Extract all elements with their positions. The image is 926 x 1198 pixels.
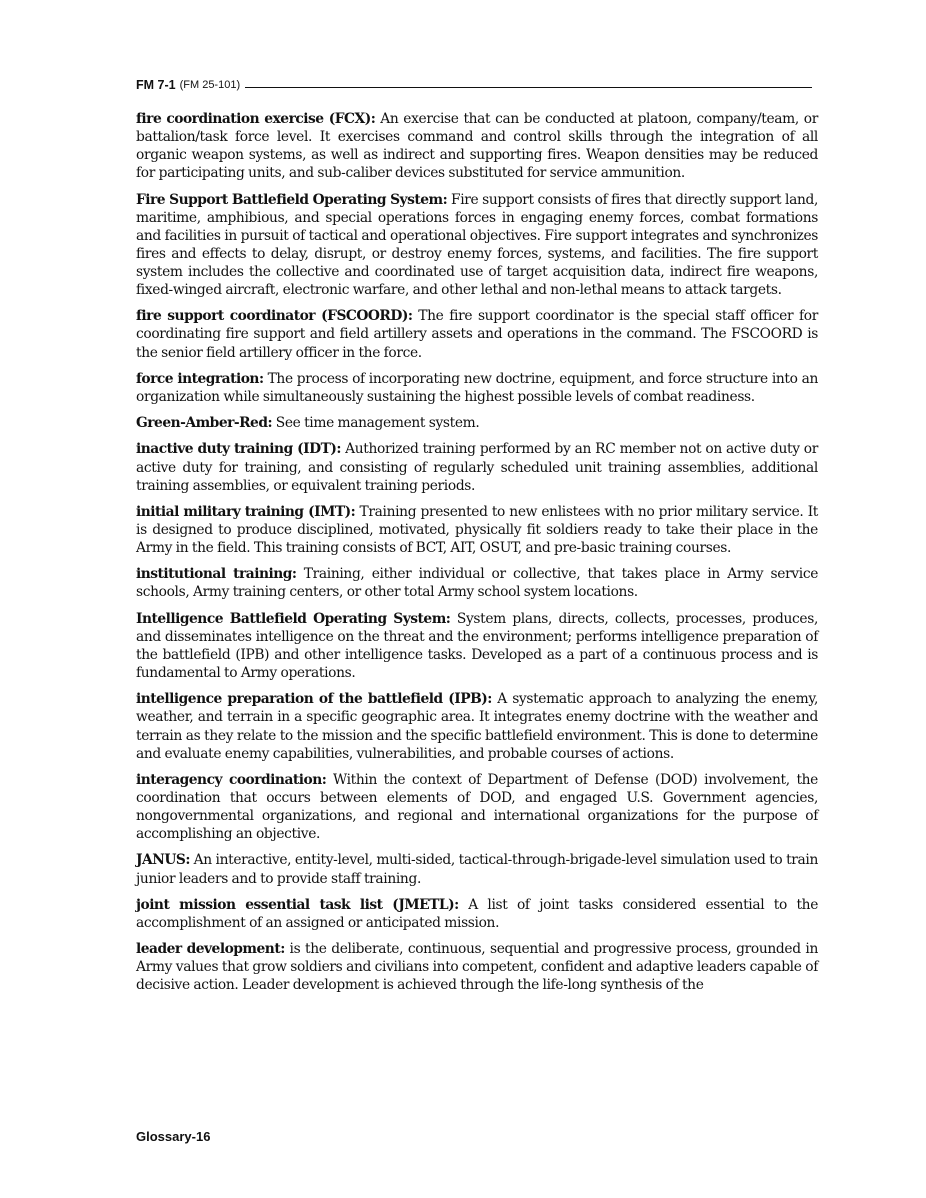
page-header <box>136 72 812 92</box>
entry-term: force integration: <box>136 370 264 387</box>
entry-term: Fire Support Battlefield Operating System: <box>136 191 448 208</box>
page-number: Glossary-16 <box>136 1129 211 1144</box>
glossary-entry <box>136 690 818 762</box>
manual-number: FM 7-1 <box>136 78 176 92</box>
entry-term: Intelligence Battlefield Operating System: <box>136 610 451 627</box>
entry-term: Green-Amber-Red: <box>136 415 273 432</box>
entry-term: fire support coordinator (FSCOORD): <box>136 308 413 325</box>
entry-term: joint mission essential task list (JMETL): <box>136 896 459 913</box>
entry-term: JANUS: <box>136 852 190 869</box>
entry-term: interagency coordination: <box>136 771 327 788</box>
entry-definition: A systematic approach to analyzing the enemy, weather, and terrain in a specific geographic area. It integrates enemy doctrine with the weather and terrain as they relate to the mission and the specific battlefield environment. This is done to determine and evaluate enemy capabilities, vulnerabilities, and probable courses of actions. <box>136 691 818 762</box>
glossary-entry <box>136 503 818 557</box>
header-rule <box>245 87 812 88</box>
glossary-entry <box>136 110 818 182</box>
glossary-entry <box>136 440 818 494</box>
glossary-entry <box>136 565 818 601</box>
entry-definition: is the deliberate, continuous, sequential and progressive process, grounded in Army values that grow soldiers and civilians into competent, confident and adaptive leaders capable of decisive action. Leader development is achieved through the life-long synthesis of the <box>136 941 818 994</box>
entry-term: initial military training (IMT): <box>136 503 356 520</box>
glossary-entry <box>136 370 818 406</box>
glossary-entry <box>136 940 818 994</box>
entry-definition: The fire support coordinator is the special staff officer for coordinating fire support and field artillery assets and operations in the command. The FSCOORD is the senior field artillery officer in the force. <box>136 308 818 361</box>
glossary-entry <box>136 771 818 843</box>
entry-term: leader development: <box>136 941 285 958</box>
superseded-manual-number: (FM 25-101) <box>179 79 241 91</box>
glossary-entry <box>136 896 818 932</box>
entry-definition: Training presented to new enlistees with no prior military service. It is designed to produce disciplined, motivated, physically fit soldiers ready to take their place in the Army in the field. This training consists of BCT, AIT, OSUT, and pre-basic training courses. <box>136 503 818 557</box>
entry-definition: Within the context of Department of Defense (DOD) involvement, the coordination that occurs between elements of DOD, and engaged U.S. Government agencies, nongovernmental organizations, and regional and international organizations for the purpose of accomplishing an objective. <box>136 771 818 843</box>
glossary-entries <box>136 110 818 1003</box>
entry-definition: An interactive, entity-level, multi-sided, tactical-through-brigade-level simulation used to train junior leaders and to provide staff training. <box>136 852 819 887</box>
entry-term: institutional training: <box>136 566 297 583</box>
entry-definition: See time management system. <box>275 415 480 432</box>
entry-term: intelligence preparation of the battlefield (IPB): <box>136 691 492 708</box>
glossary-entry <box>136 307 818 361</box>
entry-definition: An exercise that can be conducted at platoon, company/team, or battalion/task force level. It exercises command and control skills through the integration of all organic weapon systems, as well as indirect and supporting fires. Weapon densities may be reduced for participating units, and sub-caliber devices substituted for service ammunition. <box>136 111 819 182</box>
glossary-entry <box>136 414 818 432</box>
glossary-entry <box>136 191 818 300</box>
entry-definition: Fire support consists of fires that directly support land, maritime, amphibious, and special operations forces in engaging enemy forces, combat formations and facilities in pursuit of tactical and operational objectives. Fire support integrates and synchronizes fires and effects to delay, disrupt, or destroy enemy forces, systems, and facilities. The fire support system includes the collective and coordinated use of target acquisition data, indirect fire weapons, fixed-winged aircraft, electronic warfare, and other lethal and non-lethal means to attack targets. <box>136 191 818 299</box>
entry-definition: The process of incorporating new doctrine, equipment, and force structure into an organization while simultaneously sustaining the highest possible levels of combat readiness. <box>136 370 818 405</box>
glossary-entry <box>136 610 818 682</box>
entry-term: inactive duty training (IDT): <box>136 441 341 458</box>
entry-definition: A list of joint tasks considered essential to the accomplishment of an assigned or anticipated mission. <box>136 896 819 931</box>
entry-definition: Training, either individual or collective, that takes place in Army service schools, Army training centers, or other total Army school system locations. <box>136 566 819 601</box>
glossary-entry <box>136 851 818 887</box>
entry-term: fire coordination exercise (FCX): <box>136 111 376 127</box>
entry-definition: Authorized training performed by an RC member not on active duty or active duty for training, and consisting of regularly scheduled unit training assemblies, additional training assemblies, or equivalent training periods. <box>136 441 818 494</box>
entry-definition: System plans, directs, collects, processes, produces, and disseminates intelligence on the threat and the environment; performs intelligence preparation of the battlefield (IPB) and other intelligence tasks. Developed as a part of a continuous process and is fundamental to Army operations. <box>136 610 818 682</box>
